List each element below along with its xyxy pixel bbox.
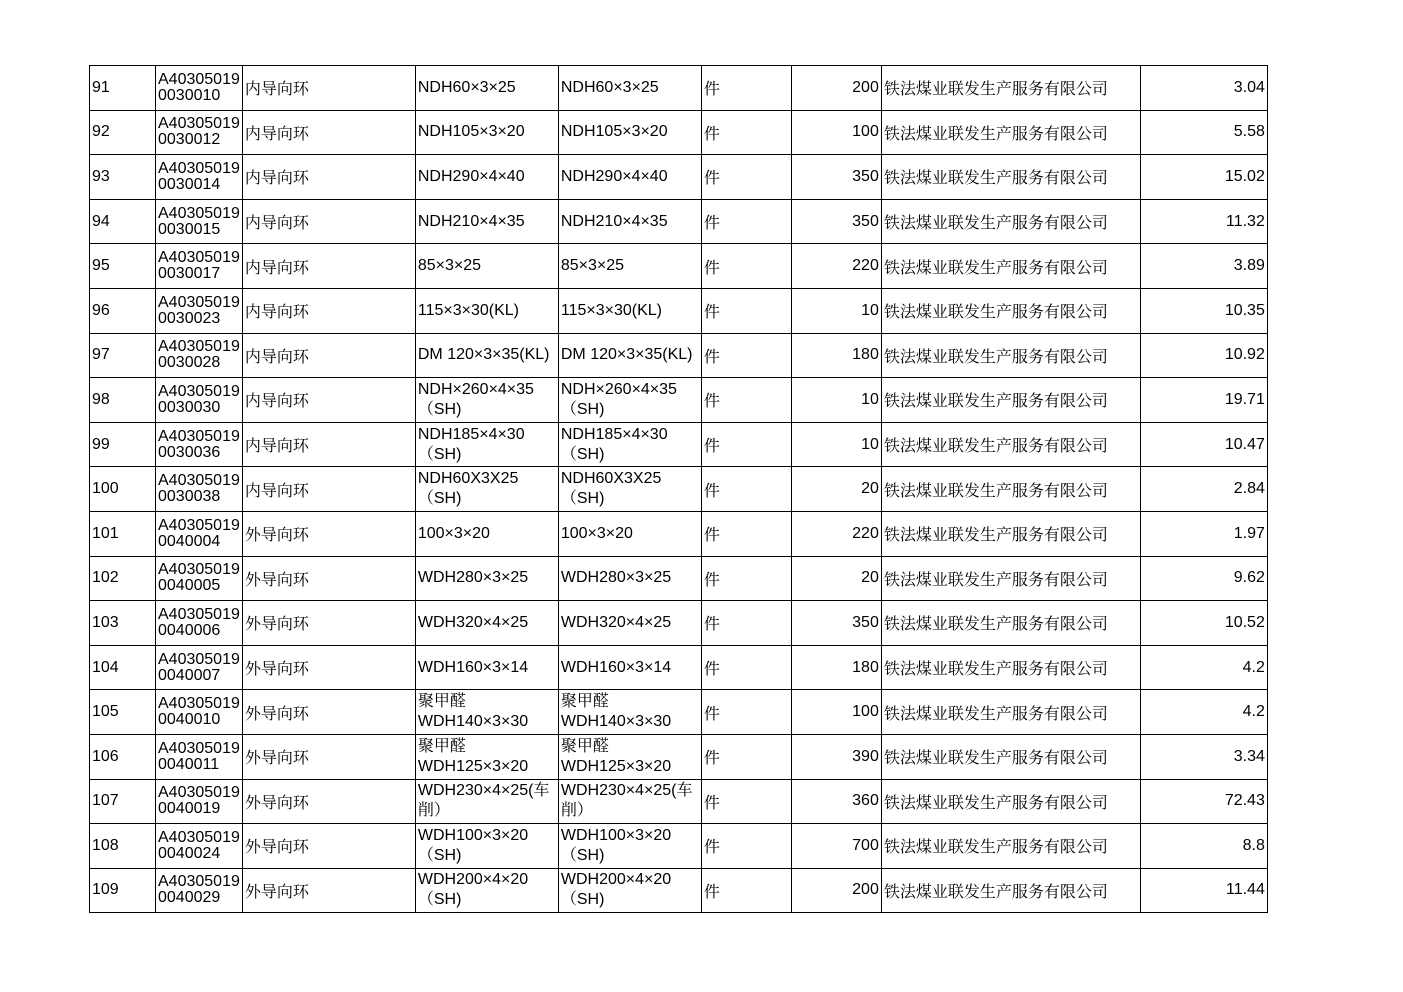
model-cell: [558, 333, 701, 378]
material-name-cell: 内导向环: [242, 66, 415, 111]
unit-cell: 件: [701, 422, 791, 467]
spec-cell-line: （SH): [417, 490, 462, 508]
quantity-cell: 350: [791, 601, 881, 646]
model-cell-line: WDH280×3×25: [560, 569, 672, 587]
material-code-cell-line: 0040011: [158, 755, 220, 773]
row-number-cell: 94: [90, 199, 156, 244]
model-cell-line: 100×3×20: [560, 524, 633, 542]
price-cell: 15.02: [1140, 155, 1267, 200]
model-cell: [558, 66, 701, 111]
row-number-cell: 108: [90, 824, 156, 869]
model-cell-line: 85×3×25: [560, 257, 625, 275]
model-cell-line: 聚甲醛: [560, 693, 609, 711]
quantity-cell: 20: [791, 467, 881, 512]
material-code-cell-line: 0030014: [158, 175, 221, 193]
material-code-cell-line: A40305019: [158, 516, 240, 534]
model-cell: [558, 110, 701, 155]
material-code-cell-line: 0030010: [158, 86, 221, 104]
spec-cell-line: WDH320×4×25: [417, 613, 529, 631]
quantity-cell: 350: [791, 155, 881, 200]
model-cell: [558, 601, 701, 646]
model-cell-line: NDH60X3X25: [560, 470, 662, 488]
model-cell-line: NDH60×3×25: [560, 78, 659, 96]
supplier-cell: 铁法煤业联发生产服务有限公司: [881, 690, 1140, 735]
model-cell: [558, 734, 701, 779]
row-number-cell: 105: [90, 690, 156, 735]
material-code-cell-line: A40305019: [158, 249, 240, 267]
row-number-cell: 97: [90, 333, 156, 378]
table-row: [90, 378, 1268, 423]
spec-cell-line: 聚甲醛: [417, 737, 466, 755]
spec-cell-line: NDH×260×4×35: [417, 380, 534, 398]
material-name-cell: 内导向环: [242, 110, 415, 155]
model-cell-line: 削）: [560, 802, 593, 820]
model-cell-line: WDH160×3×14: [560, 658, 672, 676]
material-name-cell: 外导向环: [242, 868, 415, 913]
table-row: [90, 690, 1268, 735]
price-cell: 10.92: [1140, 333, 1267, 378]
spec-cell-line: 85×3×25: [417, 257, 482, 275]
model-cell-line: DM 120×3×35(KL): [560, 346, 693, 364]
model-cell: [558, 824, 701, 869]
material-name-cell: 外导向环: [242, 824, 415, 869]
model-cell-line: （SH): [560, 445, 605, 463]
quantity-cell: 390: [791, 734, 881, 779]
row-number-cell: 102: [90, 556, 156, 601]
material-code-cell: [156, 288, 243, 333]
table-row: [90, 288, 1268, 333]
supplier-cell: 铁法煤业联发生产服务有限公司: [881, 288, 1140, 333]
price-cell: 11.44: [1140, 868, 1267, 913]
row-number-cell: 104: [90, 645, 156, 690]
spec-cell-line: （SH): [417, 445, 462, 463]
material-code-cell-line: A40305019: [158, 695, 240, 713]
table-row: [90, 556, 1268, 601]
material-code-cell-line: A40305019: [158, 828, 240, 846]
material-code-cell-line: 0040007: [158, 666, 221, 684]
spec-cell: [415, 422, 558, 467]
material-name-cell: 外导向环: [242, 645, 415, 690]
model-cell-line: NDH210×4×35: [560, 212, 668, 230]
model-cell-line: （SH): [560, 490, 605, 508]
model-cell: [558, 378, 701, 423]
model-cell: [558, 556, 701, 601]
spec-cell-line: NDH210×4×35: [417, 212, 525, 230]
supplier-cell: 铁法煤业联发生产服务有限公司: [881, 868, 1140, 913]
material-code-cell: [156, 155, 243, 200]
material-name-cell: 内导向环: [242, 288, 415, 333]
table-row: [90, 110, 1268, 155]
unit-cell: 件: [701, 199, 791, 244]
spec-cell: [415, 824, 558, 869]
model-cell-line: 115×3×30(KL): [560, 301, 662, 319]
unit-cell: 件: [701, 511, 791, 556]
spec-cell-line: WDH100×3×20: [417, 826, 529, 844]
material-code-cell: [156, 333, 243, 378]
spec-cell: [415, 601, 558, 646]
price-cell: 10.52: [1140, 601, 1267, 646]
unit-cell: 件: [701, 155, 791, 200]
material-name-cell: 外导向环: [242, 690, 415, 735]
model-cell-line: WDH200×4×20: [560, 871, 672, 889]
quantity-cell: 200: [791, 868, 881, 913]
table-row: [90, 467, 1268, 512]
model-cell: [558, 199, 701, 244]
spec-cell: [415, 155, 558, 200]
material-code-cell: [156, 824, 243, 869]
model-cell-line: NDH185×4×30: [560, 425, 668, 443]
material-code-cell-line: A40305019: [158, 739, 240, 757]
supplier-cell: 铁法煤业联发生产服务有限公司: [881, 511, 1140, 556]
material-code-cell-line: A40305019: [158, 650, 240, 668]
quantity-cell: 350: [791, 199, 881, 244]
price-cell: 9.62: [1140, 556, 1267, 601]
unit-cell: 件: [701, 244, 791, 289]
material-code-cell-line: A40305019: [158, 204, 240, 222]
spec-cell: [415, 868, 558, 913]
quantity-cell: 180: [791, 333, 881, 378]
quantity-cell: 200: [791, 66, 881, 111]
material-code-cell-line: 0030023: [158, 309, 221, 327]
material-name-cell: 外导向环: [242, 511, 415, 556]
material-code-cell-line: A40305019: [158, 382, 240, 400]
model-cell-line: （SH): [560, 846, 605, 864]
material-code-cell: [156, 511, 243, 556]
model-cell: [558, 467, 701, 512]
row-number-cell: 106: [90, 734, 156, 779]
supplier-cell: 铁法煤业联发生产服务有限公司: [881, 645, 1140, 690]
model-cell-line: WDH125×3×20: [560, 757, 672, 775]
spec-cell-line: 削）: [417, 802, 450, 820]
spec-cell-line: （SH): [417, 846, 462, 864]
material-code-cell: [156, 645, 243, 690]
price-table: [89, 65, 1268, 913]
unit-cell: 件: [701, 690, 791, 735]
price-cell: 10.47: [1140, 422, 1267, 467]
unit-cell: 件: [701, 110, 791, 155]
material-code-cell-line: A40305019: [158, 561, 240, 579]
model-cell-line: WDH320×4×25: [560, 613, 672, 631]
row-number-cell: 107: [90, 779, 156, 824]
quantity-cell: 360: [791, 779, 881, 824]
spec-cell-line: NDH105×3×20: [417, 123, 525, 141]
material-code-cell-line: A40305019: [158, 293, 240, 311]
spec-cell: [415, 110, 558, 155]
spec-cell: [415, 244, 558, 289]
quantity-cell: 100: [791, 690, 881, 735]
quantity-cell: 220: [791, 511, 881, 556]
price-cell: 3.34: [1140, 734, 1267, 779]
material-code-cell: [156, 378, 243, 423]
material-code-cell: [156, 66, 243, 111]
unit-cell: 件: [701, 467, 791, 512]
unit-cell: 件: [701, 779, 791, 824]
row-number-cell: 92: [90, 110, 156, 155]
model-cell: [558, 511, 701, 556]
spec-cell-line: NDH290×4×40: [417, 167, 525, 185]
row-number-cell: 101: [90, 511, 156, 556]
supplier-cell: 铁法煤业联发生产服务有限公司: [881, 467, 1140, 512]
model-cell-line: WDH140×3×30: [560, 713, 672, 731]
material-code-cell-line: 0040019: [158, 800, 221, 818]
price-cell: 2.84: [1140, 467, 1267, 512]
price-cell: 10.35: [1140, 288, 1267, 333]
spec-cell: [415, 690, 558, 735]
material-code-cell-line: A40305019: [158, 115, 240, 133]
spec-cell-line: WDH230×4×25(车: [417, 782, 550, 800]
model-cell: [558, 244, 701, 289]
spec-cell: [415, 734, 558, 779]
table-row: [90, 155, 1268, 200]
model-cell-line: NDH105×3×20: [560, 123, 668, 141]
material-code-cell: [156, 868, 243, 913]
material-code-cell-line: 0030028: [158, 354, 221, 372]
unit-cell: 件: [701, 333, 791, 378]
spec-cell: [415, 511, 558, 556]
quantity-cell: 220: [791, 244, 881, 289]
spec-cell-line: NDH60×3×25: [417, 78, 516, 96]
price-cell: 1.97: [1140, 511, 1267, 556]
material-code-cell-line: 0040005: [158, 577, 221, 595]
spec-cell: [415, 556, 558, 601]
material-name-cell: 内导向环: [242, 333, 415, 378]
price-cell: 3.89: [1140, 244, 1267, 289]
spec-cell-line: （SH): [417, 891, 462, 909]
price-cell: 5.58: [1140, 110, 1267, 155]
material-code-cell-line: 0040024: [158, 844, 221, 862]
spec-cell-line: WDH140×3×30: [417, 713, 529, 731]
unit-cell: 件: [701, 66, 791, 111]
quantity-cell: 180: [791, 645, 881, 690]
row-number-cell: 99: [90, 422, 156, 467]
unit-cell: 件: [701, 378, 791, 423]
table-row: [90, 779, 1268, 824]
material-code-cell: [156, 779, 243, 824]
price-cell: 4.2: [1140, 690, 1267, 735]
model-cell: [558, 645, 701, 690]
material-name-cell: 内导向环: [242, 155, 415, 200]
model-cell-line: NDH290×4×40: [560, 167, 668, 185]
table-row: [90, 824, 1268, 869]
table-row: [90, 868, 1268, 913]
material-code-cell: [156, 467, 243, 512]
supplier-cell: 铁法煤业联发生产服务有限公司: [881, 824, 1140, 869]
model-cell: [558, 779, 701, 824]
model-cell: [558, 868, 701, 913]
price-cell: 8.8: [1140, 824, 1267, 869]
supplier-cell: 铁法煤业联发生产服务有限公司: [881, 333, 1140, 378]
spec-cell: [415, 333, 558, 378]
material-code-cell-line: 0040006: [158, 621, 221, 639]
supplier-cell: 铁法煤业联发生产服务有限公司: [881, 155, 1140, 200]
material-code-cell-line: A40305019: [158, 427, 240, 445]
table-row: [90, 199, 1268, 244]
row-number-cell: 103: [90, 601, 156, 646]
spec-cell: [415, 66, 558, 111]
quantity-cell: 100: [791, 110, 881, 155]
material-code-cell-line: A40305019: [158, 159, 240, 177]
table-row: [90, 734, 1268, 779]
quantity-cell: 10: [791, 288, 881, 333]
supplier-cell: 铁法煤业联发生产服务有限公司: [881, 601, 1140, 646]
material-name-cell: 内导向环: [242, 378, 415, 423]
table-row: [90, 244, 1268, 289]
price-cell: 4.2: [1140, 645, 1267, 690]
material-code-cell: [156, 734, 243, 779]
material-name-cell: 内导向环: [242, 244, 415, 289]
spec-cell-line: WDH200×4×20: [417, 871, 529, 889]
price-cell: 3.04: [1140, 66, 1267, 111]
price-table-body: [90, 66, 1268, 913]
material-code-cell-line: A40305019: [158, 472, 240, 490]
material-code-cell: [156, 199, 243, 244]
unit-cell: 件: [701, 556, 791, 601]
price-cell: 72.43: [1140, 779, 1267, 824]
material-code-cell: [156, 556, 243, 601]
material-code-cell: [156, 690, 243, 735]
material-code-cell-line: A40305019: [158, 784, 240, 802]
material-code-cell-line: 0030015: [158, 220, 221, 238]
material-code-cell-line: 0040004: [158, 532, 221, 550]
spec-cell-line: 聚甲醛: [417, 693, 466, 711]
table-row: [90, 333, 1268, 378]
model-cell: [558, 155, 701, 200]
row-number-cell: 96: [90, 288, 156, 333]
supplier-cell: 铁法煤业联发生产服务有限公司: [881, 244, 1140, 289]
row-number-cell: 91: [90, 66, 156, 111]
material-code-cell: [156, 422, 243, 467]
material-code-cell-line: 0030012: [158, 131, 221, 149]
model-cell: [558, 422, 701, 467]
model-cell: [558, 690, 701, 735]
material-code-cell-line: 0030030: [158, 398, 221, 416]
material-code-cell-line: A40305019: [158, 70, 240, 88]
table-row: [90, 601, 1268, 646]
spec-cell-line: WDH280×3×25: [417, 569, 529, 587]
material-name-cell: 外导向环: [242, 556, 415, 601]
supplier-cell: 铁法煤业联发生产服务有限公司: [881, 199, 1140, 244]
supplier-cell: 铁法煤业联发生产服务有限公司: [881, 378, 1140, 423]
material-name-cell: 外导向环: [242, 734, 415, 779]
material-name-cell: 外导向环: [242, 779, 415, 824]
supplier-cell: 铁法煤业联发生产服务有限公司: [881, 556, 1140, 601]
material-code-cell-line: A40305019: [158, 605, 240, 623]
supplier-cell: 铁法煤业联发生产服务有限公司: [881, 110, 1140, 155]
table-row: [90, 422, 1268, 467]
material-code-cell: [156, 110, 243, 155]
spec-cell: [415, 779, 558, 824]
unit-cell: 件: [701, 288, 791, 333]
spec-cell-line: （SH): [417, 400, 462, 418]
quantity-cell: 10: [791, 378, 881, 423]
material-name-cell: 内导向环: [242, 467, 415, 512]
material-code-cell-line: 0030038: [158, 488, 221, 506]
unit-cell: 件: [701, 601, 791, 646]
row-number-cell: 95: [90, 244, 156, 289]
spec-cell: [415, 467, 558, 512]
spec-cell: [415, 199, 558, 244]
material-code-cell: [156, 601, 243, 646]
unit-cell: 件: [701, 734, 791, 779]
price-cell: 19.71: [1140, 378, 1267, 423]
model-cell-line: （SH): [560, 891, 605, 909]
model-cell-line: WDH230×4×25(车: [560, 782, 693, 800]
material-code-cell-line: 0030017: [158, 265, 221, 283]
row-number-cell: 98: [90, 378, 156, 423]
spec-cell-line: WDH125×3×20: [417, 757, 529, 775]
quantity-cell: 700: [791, 824, 881, 869]
unit-cell: 件: [701, 645, 791, 690]
row-number-cell: 100: [90, 467, 156, 512]
spec-cell-line: 100×3×20: [417, 524, 490, 542]
model-cell-line: （SH): [560, 400, 605, 418]
quantity-cell: 10: [791, 422, 881, 467]
table-row: [90, 66, 1268, 111]
supplier-cell: 铁法煤业联发生产服务有限公司: [881, 422, 1140, 467]
material-code-cell-line: 0030036: [158, 443, 221, 461]
row-number-cell: 109: [90, 868, 156, 913]
spec-cell: [415, 645, 558, 690]
table-row: [90, 645, 1268, 690]
material-name-cell: 内导向环: [242, 422, 415, 467]
table-row: [90, 511, 1268, 556]
material-code-cell: [156, 244, 243, 289]
model-cell-line: NDH×260×4×35: [560, 380, 677, 398]
supplier-cell: 铁法煤业联发生产服务有限公司: [881, 66, 1140, 111]
spec-cell-line: NDH60X3X25: [417, 470, 519, 488]
material-name-cell: 外导向环: [242, 601, 415, 646]
unit-cell: 件: [701, 824, 791, 869]
model-cell: [558, 288, 701, 333]
supplier-cell: 铁法煤业联发生产服务有限公司: [881, 734, 1140, 779]
model-cell-line: WDH100×3×20: [560, 826, 672, 844]
model-cell-line: 聚甲醛: [560, 737, 609, 755]
material-code-cell-line: A40305019: [158, 338, 240, 356]
unit-cell: 件: [701, 868, 791, 913]
row-number-cell: 93: [90, 155, 156, 200]
spec-cell-line: WDH160×3×14: [417, 658, 529, 676]
spec-cell: [415, 288, 558, 333]
quantity-cell: 20: [791, 556, 881, 601]
material-name-cell: 内导向环: [242, 199, 415, 244]
price-cell: 11.32: [1140, 199, 1267, 244]
material-code-cell-line: 0040010: [158, 711, 221, 729]
spec-cell-line: DM 120×3×35(KL): [417, 346, 550, 364]
spec-cell-line: NDH185×4×30: [417, 425, 525, 443]
supplier-cell: 铁法煤业联发生产服务有限公司: [881, 779, 1140, 824]
spec-cell-line: 115×3×30(KL): [417, 301, 519, 319]
material-code-cell-line: 0040029: [158, 889, 221, 907]
spec-cell: [415, 378, 558, 423]
material-code-cell-line: A40305019: [158, 873, 240, 891]
